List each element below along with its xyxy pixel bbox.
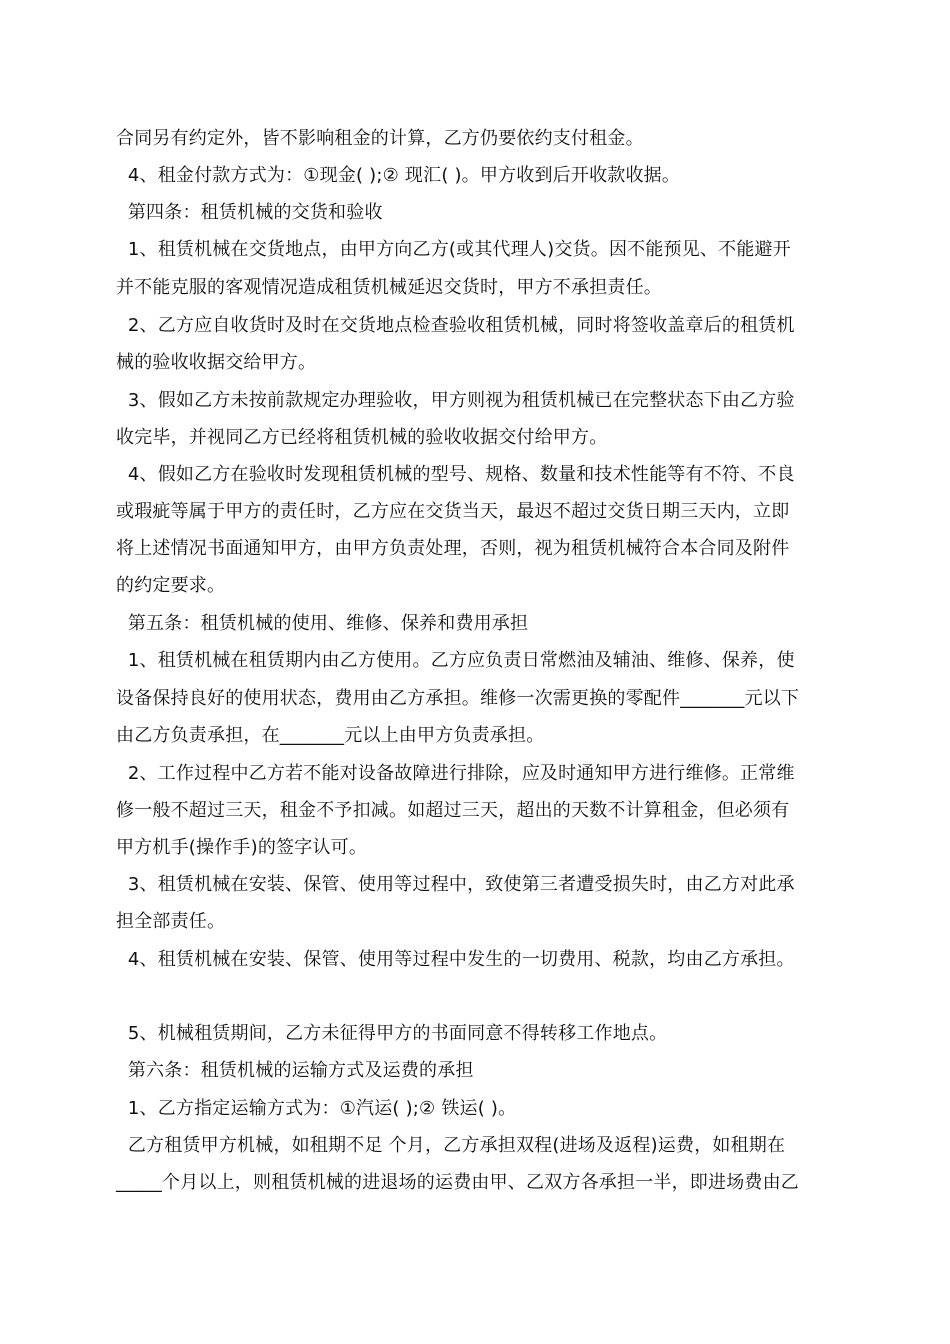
text-line: 并不能克服的客观情况造成租赁机械延迟交货时，甲方不承担责任。: [116, 277, 662, 298]
text-line: 2、工作过程中乙方若不能对设备故障进行排除，应及时通知甲方进行维修。正常维: [116, 763, 795, 784]
text-line: _____个月以上，则租赁机械的进退场的运费由甲、乙双方各承担一半，即进场费由乙: [116, 1172, 799, 1193]
text-line: 担全部责任。: [116, 911, 226, 932]
text-line: 由乙方负责承担，在_______元以上由甲方负责承担。: [116, 725, 545, 746]
text-line: 1、乙方指定运输方式为：①汽运( );② 铁运( )。: [116, 1098, 517, 1119]
text-line: 收完毕，并视同乙方已经将租赁机械的验收收据交付给甲方。: [116, 427, 608, 448]
text-line: 或瑕疵等属于甲方的责任时，乙方应在交货当天，最迟不超过交货日期三天内，立即: [116, 501, 790, 522]
text-line: 5、机械租赁期间，乙方未征得甲方的书面同意不得转移工作地点。: [116, 1023, 668, 1044]
text-line: 第六条：租赁机械的运输方式及运费的承担: [116, 1060, 474, 1081]
text-line: 甲方机手(操作手)的签字认可。: [116, 837, 368, 858]
text-line: 设备保持良好的使用状态，费用由乙方承担。维修一次需更换的零配件_______元以下: [116, 688, 800, 709]
text-line: 的约定要求。: [116, 575, 226, 596]
text-line: 械的验收收据交给甲方。: [116, 352, 317, 373]
text-line: 第五条：租赁机械的使用、维修、保养和费用承担: [116, 613, 529, 634]
text-line: 合同另有约定外，皆不影响租金的计算，乙方仍要依约支付租金。: [116, 128, 644, 149]
text-line: 乙方租赁甲方机械，如租期不足 个月，乙方承担双程(进场及返程)运费，如租期在: [116, 1135, 786, 1156]
text-line: 将上述情况书面通知甲方，由甲方负责处理，否则，视为租赁机械符合本合同及附件: [116, 538, 790, 559]
text-line: 第四条：租赁机械的交货和验收: [116, 202, 383, 223]
text-line: 3、租赁机械在安装、保管、使用等过程中，致使第三者遭受损失时，由乙方对此承: [116, 874, 795, 895]
text-line: 修一般不超过三天，租金不予扣减。如超过三天，超出的天数不计算租金，但必须有: [116, 800, 790, 821]
text-line: 1、租赁机械在交货地点，由甲方向乙方(或其代理人)交货。因不能预见、不能避开: [116, 239, 791, 260]
text-line: 2、乙方应自收货时及时在交货地点检查验收租赁机械，同时将签收盖章后的租赁机: [116, 315, 795, 336]
text-line: 3、假如乙方未按前款规定办理验收，甲方则视为租赁机械已在完整状态下由乙方验: [116, 390, 795, 411]
text-line: 4、租赁机械在安装、保管、使用等过程中发生的一切费用、税款，均由乙方承担。: [116, 949, 795, 970]
text-line: 4、假如乙方在验收时发现租赁机械的型号、规格、数量和技术性能等有不符、不良: [116, 464, 795, 485]
text-line: 1、租赁机械在租赁期内由乙方使用。乙方应负责日常燃油及辅油、维修、保养，使: [116, 650, 795, 671]
text-line: 4、租金付款方式为：①现金( );② 现汇( )。甲方收到后开收款收据。: [116, 165, 681, 186]
